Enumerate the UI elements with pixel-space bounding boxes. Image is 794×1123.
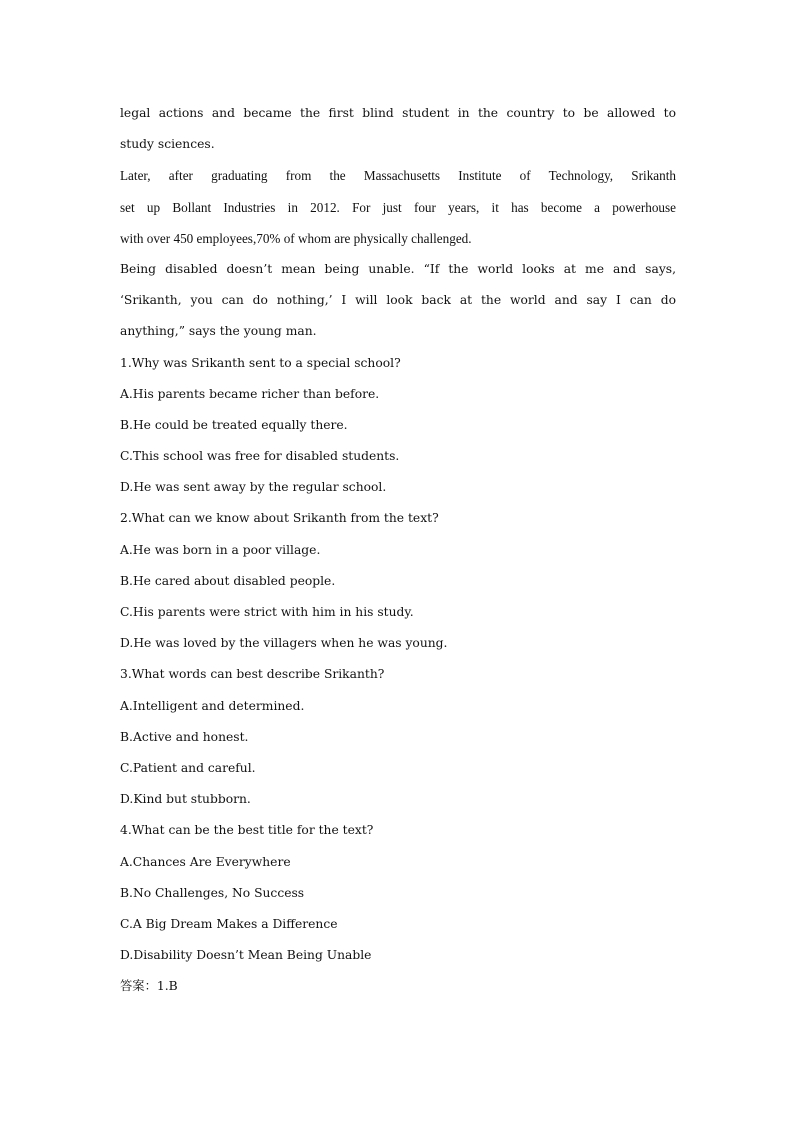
answer-option: C.This school was free for disabled students. [120, 449, 400, 464]
question-2 [120, 503, 676, 659]
answer-option: B.No Challenges, No Success [120, 885, 305, 900]
document-text [120, 98, 676, 1002]
passage-line: anything,” says the young man. [120, 324, 317, 339]
question-stem: 3.What words can best describe Srikanth? [120, 667, 385, 682]
answer-option: B.He cared about disabled people. [120, 573, 336, 588]
question-stem: 2.What can we know about Srikanth from the text? [120, 511, 439, 526]
question-stem: 1.Why was Srikanth sent to a special school? [120, 355, 401, 370]
passage-line: Being disabled doesn’t mean being unable. “If the world looks at me and says, [120, 261, 676, 276]
passage-line: ‘Srikanth, you can do nothing,’ I will look back at the world and say I can do [120, 293, 676, 308]
answer-option: B.Active and honest. [120, 729, 249, 744]
answer-option: D.He was sent away by the regular school. [120, 480, 387, 495]
answer-option: B.He could be treated equally there. [120, 417, 348, 432]
passage-line: with over 450 employees,70% of whom are physically challenged. [120, 230, 472, 246]
answer-option: C.Patient and careful. [120, 760, 256, 775]
question-3 [120, 659, 676, 815]
answer-option: C.A Big Dream Makes a Difference [120, 916, 338, 931]
passage-line: study sciences. [120, 137, 215, 152]
answer-option: A.He was born in a poor village. [120, 542, 321, 557]
passage [120, 98, 676, 348]
question-4 [120, 815, 676, 971]
passage-line: set up Bollant Industries in 2012. For just four years, it has become a powerhouse [120, 199, 676, 215]
question-1 [120, 348, 676, 504]
answer-option: D.Disability Doesn’t Mean Being Unable [120, 948, 372, 963]
answer-option: A.Intelligent and determined. [120, 698, 305, 713]
answer-option: A.His parents became richer than before. [120, 386, 380, 401]
answer-option: C.His parents were strict with him in his study. [120, 605, 414, 619]
answer-option: D.He was loved by the villagers when he was young. [120, 636, 448, 651]
answer-option: D.Kind but stubborn. [120, 792, 251, 807]
passage-line: Later, after graduating from the Massachusetts Institute of Technology, Srikanth [120, 168, 676, 184]
passage-line: legal actions and became the first blind student in the country to be allowed to [120, 106, 676, 120]
answer-option: A.Chances Are Everywhere [120, 854, 291, 869]
answer-key: 答案：1.B [120, 979, 178, 994]
question-stem: 4.What can be the best title for the text? [120, 823, 374, 838]
